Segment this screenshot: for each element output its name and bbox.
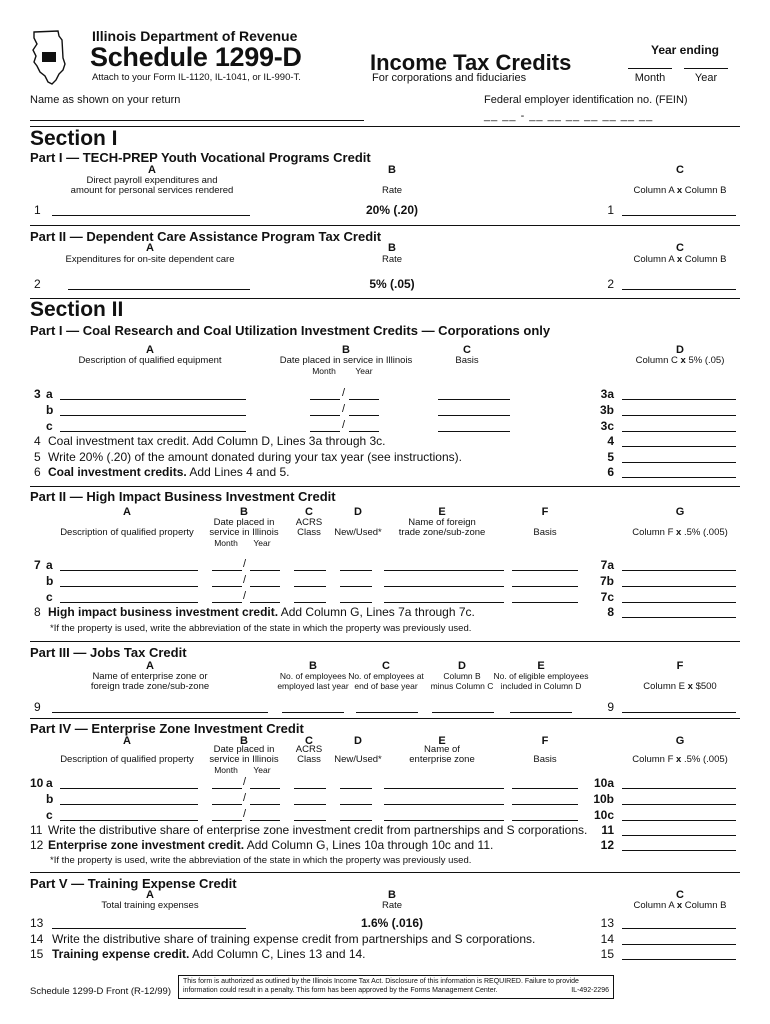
disclosure-line-2: information could result in a penalty. This form has been approved by the Forms Management Center.: [183, 987, 498, 994]
class-label: Class: [297, 754, 321, 765]
divider: [30, 872, 740, 873]
line-1-number: 1: [34, 203, 41, 217]
col-g-letter: G: [675, 735, 685, 747]
col-f-letter: F: [676, 660, 684, 672]
s2p3-col-a-line2: foreign trade zone/sub-zone: [90, 681, 210, 692]
line-7a-credit-field[interactable]: [622, 570, 736, 571]
line-15-number-right: 15: [600, 947, 614, 961]
line-8-number: 8: [34, 605, 41, 619]
col-b-letter: B: [309, 660, 317, 672]
line-12-number: 12: [30, 838, 44, 852]
month-label: Month: [214, 538, 238, 548]
schedule-title: Schedule 1299-D: [90, 42, 302, 72]
line-7a-zone-field[interactable]: [384, 570, 504, 571]
line-15-text: Training expense credit. Add Column C, Lines 13 and 14.: [52, 947, 366, 961]
basis-label: Basis: [533, 527, 557, 538]
line-7b-label: b: [46, 574, 54, 588]
line-6-number-right: 6: [607, 465, 614, 479]
line-7a-basis-field[interactable]: [512, 570, 578, 571]
s2p4-col-e-line1: Name of: [424, 744, 460, 755]
line-7b-desc-field[interactable]: [60, 586, 198, 587]
rate-label: Rate: [381, 900, 403, 911]
line-10c-month-field[interactable]: [212, 820, 242, 821]
line-5-text: Write 20% (.20) of the amount donated during your tax year (see instructions).: [48, 450, 462, 464]
line-3b-number: 3b: [599, 403, 614, 417]
line-10c-acrs-field[interactable]: [294, 820, 326, 821]
date-placed-label: Date placed in: [213, 744, 275, 755]
s1-part1-title: Part I — TECH-PREP Youth Vocational Programs Credit: [30, 150, 371, 165]
line-1a-field[interactable]: [52, 215, 250, 216]
line-15-field[interactable]: [622, 959, 736, 960]
s2p1-col-a: Description of qualified equipment: [78, 355, 222, 366]
line-7b-number: 7b: [599, 574, 614, 588]
s2p3-col-e-line1: No. of eligible employees: [493, 671, 589, 681]
fein-label: Federal employer identification no. (FEIN): [484, 94, 688, 106]
line-3a-label: a: [46, 387, 53, 401]
col-c-letter: C: [676, 889, 684, 901]
line-7c-acrs-field[interactable]: [294, 602, 326, 603]
line-6-number: 6: [34, 465, 41, 479]
col-c-letter: C: [676, 164, 684, 176]
disclosure-line-1: This form is authorized as outlined by the Illinois Income Tax Act. Disclosure of this information is REQUIRED. Failure to provide: [183, 978, 579, 985]
line-7c-zone-field[interactable]: [384, 602, 504, 603]
fein-field[interactable]: __ __ - __ __ __ __ __ __ __: [484, 110, 654, 122]
s2-part5-title: Part V — Training Expense Credit: [30, 876, 237, 891]
line-10b-number: 10b: [593, 792, 614, 806]
s2-part1-title: Part I — Coal Research and Coal Utilization Investment Credits — Corporations only: [30, 323, 551, 338]
line-3b-month-field[interactable]: [310, 415, 340, 416]
col-a-letter: A: [123, 506, 131, 518]
date-slash: /: [243, 574, 247, 586]
col-c-letter: C: [463, 344, 471, 356]
line-3a-credit-field[interactable]: [622, 399, 736, 400]
col-g-letter: G: [675, 506, 685, 518]
section-1-title: Section I: [30, 127, 118, 150]
col-a-letter: A: [146, 660, 154, 672]
name-label: Name as shown on your return: [30, 94, 181, 106]
s1p1-col-a-line2: amount for personal services rendered: [70, 185, 234, 196]
line-3c-label: c: [46, 419, 53, 433]
col-c-x-5pct-label: Column C x 5% (.05): [635, 355, 725, 366]
line-1-number-right: 1: [607, 203, 614, 217]
line-7c-year-field[interactable]: [250, 602, 280, 603]
col-c-letter: C: [305, 506, 313, 518]
line-12-field[interactable]: [622, 850, 736, 851]
date-slash: /: [243, 590, 247, 602]
line-7a-label: a: [46, 558, 53, 572]
line-11-field[interactable]: [622, 835, 736, 836]
line-7c-month-field[interactable]: [212, 602, 242, 603]
line-10-number: 10: [30, 776, 44, 790]
col-a-letter: A: [148, 164, 156, 176]
col-f-x-005-label: Column F x .5% (.005): [632, 527, 728, 538]
line-10a-credit-field[interactable]: [622, 788, 736, 789]
line-7c-number: 7c: [600, 590, 614, 604]
col-a-letter: A: [146, 344, 154, 356]
line-9a-field[interactable]: [52, 712, 268, 713]
line-3-number: 3: [34, 387, 41, 401]
line-10c-number: 10c: [593, 808, 614, 822]
line-5-number-right: 5: [607, 450, 614, 464]
col-e-letter: E: [537, 660, 545, 672]
line-13-number: 13: [30, 916, 44, 930]
illinois-state-outline-icon: [28, 28, 70, 86]
line-10c-label: c: [46, 808, 53, 822]
line-2-number-right: 2: [607, 277, 614, 291]
line-7c-basis-field[interactable]: [512, 602, 578, 603]
col-f-letter: F: [541, 735, 549, 747]
col-a-x-col-b-label: Column A x Column B: [633, 185, 727, 196]
line-3c-credit-field[interactable]: [622, 431, 736, 432]
divider: [30, 641, 740, 642]
line-9e-field[interactable]: [510, 712, 572, 713]
line-10b-basis-field[interactable]: [512, 804, 578, 805]
form-title: Income Tax Credits: [370, 50, 572, 75]
service-in-il-label: service in Illinois: [209, 754, 279, 765]
line-4-number: 4: [34, 434, 41, 448]
line-8-number-right: 8: [607, 605, 614, 619]
line-10a-newused-field[interactable]: [340, 788, 372, 789]
col-f-letter: F: [541, 506, 549, 518]
line-10b-credit-field[interactable]: [622, 804, 736, 805]
line-8-text: High impact business investment credit. Add Column G, Lines 7a through 7c.: [48, 605, 475, 619]
form-number: IL-492-2296: [571, 987, 609, 994]
month-label: Month: [312, 366, 336, 376]
date-slash: /: [342, 419, 346, 431]
line-7b-newused-field[interactable]: [340, 586, 372, 587]
line-7b-month-field[interactable]: [212, 586, 242, 587]
divider: [30, 718, 740, 719]
col-b-letter: B: [240, 506, 248, 518]
year-label: Year: [694, 72, 718, 84]
line-2-number: 2: [34, 277, 41, 291]
line-13c-field[interactable]: [622, 928, 736, 929]
s2-part3-title: Part III — Jobs Tax Credit: [30, 645, 187, 660]
s2p3-col-d-line1: Column B: [443, 671, 481, 681]
line-2a-field[interactable]: [68, 289, 250, 290]
name-field[interactable]: [30, 120, 364, 121]
col-a-x-col-b-label: Column A x Column B: [633, 254, 727, 265]
line-3a-month-field[interactable]: [310, 399, 340, 400]
col-e-letter: E: [438, 506, 446, 518]
year-label: Year: [355, 366, 373, 376]
line-4-text: Coal investment tax credit. Add Column D, Lines 3a through 3c.: [48, 434, 386, 448]
disclosure-box: [178, 975, 614, 999]
date-slash: /: [243, 808, 247, 820]
col-b-letter: B: [342, 344, 350, 356]
line-4-field[interactable]: [622, 446, 736, 447]
line-7c-newused-field[interactable]: [340, 602, 372, 603]
line-3a-desc-field[interactable]: [60, 399, 246, 400]
line-10b-newused-field[interactable]: [340, 804, 372, 805]
line-10b-zone-field[interactable]: [384, 804, 504, 805]
line-10a-year-field[interactable]: [250, 788, 280, 789]
line-4-number-right: 4: [607, 434, 614, 448]
line-10b-label: b: [46, 792, 54, 806]
line-3b-basis-field[interactable]: [438, 415, 510, 416]
line-3a-number: 3a: [600, 387, 614, 401]
line-10a-month-field[interactable]: [212, 788, 242, 789]
s2p2-col-e-line2: trade zone/sub-zone: [398, 527, 486, 538]
line-3b-desc-field[interactable]: [60, 415, 246, 416]
line-3a-year-field[interactable]: [349, 399, 379, 400]
form-subtitle: For corporations and fiduciaries: [372, 72, 527, 84]
agency-name: Illinois Department of Revenue: [92, 28, 298, 44]
line-5-number: 5: [34, 450, 41, 464]
year-ending-label: Year ending: [650, 43, 720, 57]
line-14-number-right: 14: [600, 932, 614, 946]
line-7b-zone-field[interactable]: [384, 586, 504, 587]
line-10a-acrs-field[interactable]: [294, 788, 326, 789]
s2p2-col-e-line1: Name of foreign: [408, 517, 476, 528]
s1p1-col-a-line1: Direct payroll expenditures and: [86, 175, 218, 186]
line-7b-acrs-field[interactable]: [294, 586, 326, 587]
s1p2-col-a: Expenditures for on-site dependent care: [65, 254, 235, 265]
col-c-letter: C: [382, 660, 390, 672]
s2p3-col-c-line1: No. of employees at: [348, 671, 424, 681]
desc-qual-property-label: Description of qualified property: [60, 527, 194, 538]
acrs-label: ACRS: [295, 744, 323, 755]
line-10b-month-field[interactable]: [212, 804, 242, 805]
line-9-number-right: 9: [607, 700, 614, 714]
col-d-letter: D: [354, 506, 362, 518]
line-10a-number: 10a: [593, 776, 614, 790]
line-3c-month-field[interactable]: [310, 431, 340, 432]
line-9c-field[interactable]: [356, 712, 418, 713]
line-3b-label: b: [46, 403, 54, 417]
col-a-letter: A: [123, 735, 131, 747]
col-d-letter: D: [676, 344, 684, 356]
line-10c-basis-field[interactable]: [512, 820, 578, 821]
line-13a-field[interactable]: [52, 928, 246, 929]
line-15-number: 15: [30, 947, 44, 961]
line-2c-field[interactable]: [622, 289, 736, 290]
line-10b-year-field[interactable]: [250, 804, 280, 805]
line-12-text: Enterprise zone investment credit. Add Column G, Lines 10a through 10c and 11.: [48, 838, 494, 852]
line-3c-desc-field[interactable]: [60, 431, 246, 432]
date-slash: /: [342, 387, 346, 399]
line-11-number-right: 11: [601, 823, 614, 837]
desc-qual-property-label: Description of qualified property: [60, 754, 194, 765]
s2p4-footnote: *If the property is used, write the abbreviation of the state in which the property was previously used.: [50, 855, 472, 866]
line-12-number-right: 12: [600, 838, 614, 852]
line-14-field[interactable]: [622, 944, 736, 945]
attach-note: Attach to your Form IL-1120, IL-1041, or IL-990-T.: [92, 72, 301, 83]
col-a-letter: A: [146, 889, 154, 901]
s2p5-col-a: Total training expenses: [101, 900, 199, 911]
col-a-letter: A: [146, 242, 154, 254]
basis-label: Basis: [533, 754, 557, 765]
class-label: Class: [297, 527, 321, 538]
line-11-text: Write the distributive share of enterprise zone investment credit from partnerships and S corporations.: [48, 823, 588, 837]
line-10c-newused-field[interactable]: [340, 820, 372, 821]
line-7a-number: 7a: [600, 558, 614, 572]
s1-part2-title: Part II — Dependent Care Assistance Program Tax Credit: [30, 229, 382, 244]
date-slash: /: [243, 558, 247, 570]
line-10c-credit-field[interactable]: [622, 820, 736, 821]
line-10b-desc-field[interactable]: [60, 804, 198, 805]
line-13-number-right: 13: [600, 916, 614, 930]
line-9d-field[interactable]: [432, 712, 494, 713]
line-7c-credit-field[interactable]: [622, 602, 736, 603]
col-b-letter: B: [240, 735, 248, 747]
date-slash: /: [243, 776, 247, 788]
line-7a-acrs-field[interactable]: [294, 570, 326, 571]
s2p5-rate-value: 1.6% (.016): [360, 916, 424, 930]
line-9-number: 9: [34, 700, 41, 714]
line-10a-basis-field[interactable]: [512, 788, 578, 789]
line-10a-desc-field[interactable]: [60, 788, 198, 789]
line-10a-zone-field[interactable]: [384, 788, 504, 789]
new-used-label: New/Used*: [334, 754, 382, 765]
date-placed-label: Date placed in: [213, 517, 275, 528]
rate-label: Rate: [381, 254, 403, 265]
col-e-x-500-label: Column E x $500: [643, 681, 717, 692]
line-3c-basis-field[interactable]: [438, 431, 510, 432]
line-14-number: 14: [30, 932, 44, 946]
line-6-text: Coal investment credits. Add Lines 4 and 5.: [48, 465, 290, 479]
service-in-il-label: service in Illinois: [209, 527, 279, 538]
line-3a-basis-field[interactable]: [438, 399, 510, 400]
year-label: Year: [253, 765, 271, 775]
line-3c-year-field[interactable]: [349, 431, 379, 432]
line-7-number: 7: [34, 558, 41, 572]
month-blank[interactable]: [628, 68, 672, 69]
s1p2-rate-value: 5% (.05): [369, 277, 415, 291]
line-10b-acrs-field[interactable]: [294, 804, 326, 805]
line-6-field[interactable]: [622, 477, 736, 478]
col-c-letter: C: [676, 242, 684, 254]
line-1c-field[interactable]: [622, 215, 736, 216]
s2p4-col-e-line2: enterprise zone: [409, 754, 475, 765]
line-7c-desc-field[interactable]: [60, 602, 198, 603]
s2-part4-title: Part IV — Enterprise Zone Investment Credit: [30, 721, 304, 736]
s2-part2-title: Part II — High Impact Business Investment Credit: [30, 489, 336, 504]
line-10a-label: a: [46, 776, 53, 790]
month-label: Month: [634, 72, 666, 84]
line-9b-field[interactable]: [282, 712, 344, 713]
line-7b-year-field[interactable]: [250, 586, 280, 587]
line-9f-field[interactable]: [622, 712, 736, 713]
col-d-letter: D: [458, 660, 466, 672]
line-3c-number: 3c: [600, 419, 614, 433]
col-b-letter: B: [388, 242, 396, 254]
col-e-letter: E: [438, 735, 446, 747]
month-label: Month: [214, 765, 238, 775]
line-7a-month-field[interactable]: [212, 570, 242, 571]
col-c-letter: C: [305, 735, 313, 747]
col-a-x-col-b-label: Column A x Column B: [633, 900, 727, 911]
line-10c-year-field[interactable]: [250, 820, 280, 821]
acrs-label: ACRS: [295, 517, 323, 528]
line-3b-credit-field[interactable]: [622, 415, 736, 416]
s2p3-col-c-line2: end of base year: [354, 681, 418, 691]
divider: [30, 225, 740, 226]
line-10c-zone-field[interactable]: [384, 820, 504, 821]
line-14-text: Write the distributive share of training expense credit from partnerships and S corporations.: [52, 932, 536, 946]
line-7a-desc-field[interactable]: [60, 570, 198, 571]
basis-label: Basis: [455, 355, 479, 366]
s1p1-rate-value: 20% (.20): [365, 203, 419, 217]
line-7b-credit-field[interactable]: [622, 586, 736, 587]
s2p3-col-b-line2: employed last year: [277, 681, 349, 691]
year-blank[interactable]: [684, 68, 728, 69]
date-slash: /: [342, 403, 346, 415]
footer-form-id: Schedule 1299-D Front (R-12/99): [30, 986, 171, 997]
s2p3-col-d-line2: minus Column C: [430, 681, 494, 691]
line-7b-basis-field[interactable]: [512, 586, 578, 587]
s2p2-footnote: *If the property is used, write the abbreviation of the state in which the property was previously used.: [50, 623, 472, 634]
rate-label: Rate: [381, 185, 403, 196]
new-used-label: New/Used*: [334, 527, 382, 538]
year-label: Year: [253, 538, 271, 548]
col-b-letter: B: [388, 164, 396, 176]
line-11-number: 11: [30, 823, 43, 837]
s2p3-col-b-line1: No. of employees: [279, 671, 347, 681]
line-5-field[interactable]: [622, 462, 736, 463]
col-b-letter: B: [388, 889, 396, 901]
date-slash: /: [243, 792, 247, 804]
line-3b-year-field[interactable]: [349, 415, 379, 416]
line-7c-label: c: [46, 590, 53, 604]
s2p3-col-e-line2: included in Column D: [500, 681, 582, 691]
s2p3-col-a-line1: Name of enterprise zone or: [92, 671, 208, 682]
line-7a-newused-field[interactable]: [340, 570, 372, 571]
line-7a-year-field[interactable]: [250, 570, 280, 571]
col-d-letter: D: [354, 735, 362, 747]
divider: [30, 486, 740, 487]
section-2-title: Section II: [30, 298, 124, 321]
divider: [30, 298, 740, 299]
s2p1-col-b: Date placed in service in Illinois: [279, 355, 413, 366]
line-10c-desc-field[interactable]: [60, 820, 198, 821]
divider: [30, 126, 740, 127]
col-f-x-005-label: Column F x .5% (.005): [632, 754, 728, 765]
line-8-field[interactable]: [622, 617, 736, 618]
